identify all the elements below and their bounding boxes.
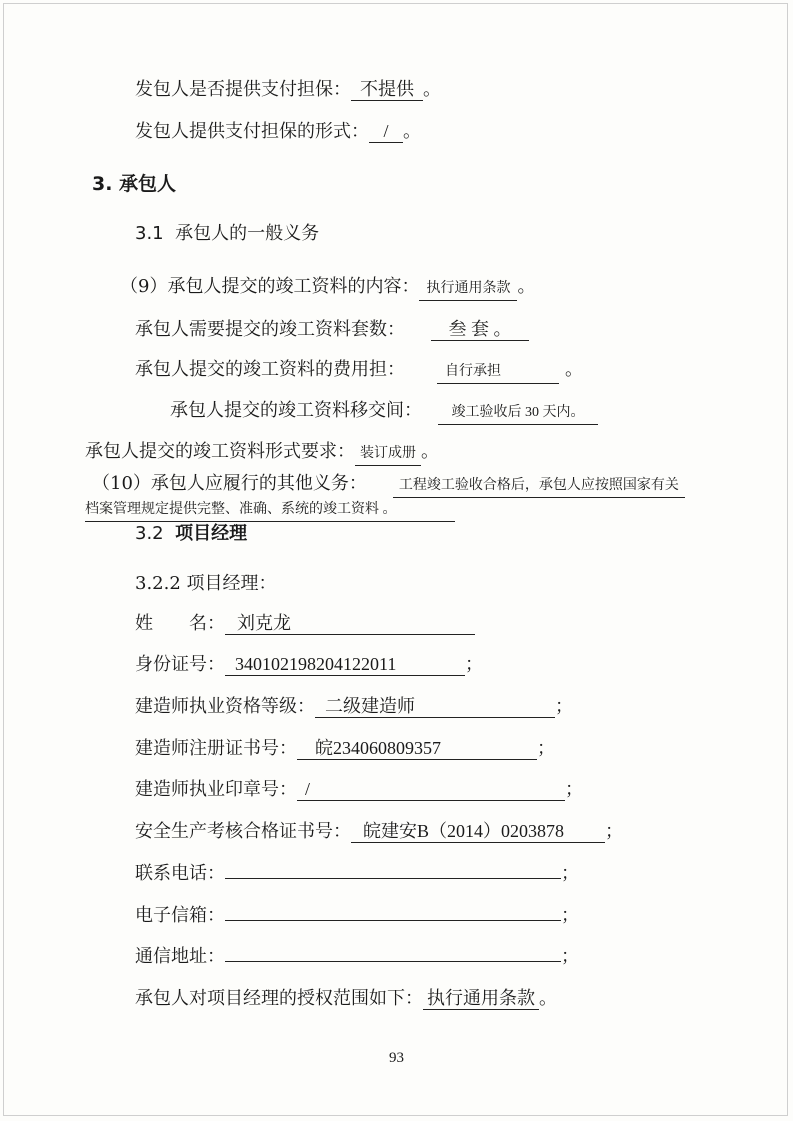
payment-guarantee-line <box>135 78 441 102</box>
email-line <box>135 904 579 928</box>
cert-line <box>135 737 555 761</box>
cert-label: 建造师注册证书号： <box>135 738 297 759</box>
seal-end: ； <box>565 779 583 800</box>
grade-value: 二级建造师 <box>315 695 555 718</box>
section-3-title: 3. 承包人 <box>92 173 177 195</box>
cert-end: ； <box>537 738 555 759</box>
section-3-1-title: 承包人的一般义务 <box>175 223 320 244</box>
sets-value: 叁 套 。 <box>431 318 529 341</box>
safety-line <box>135 820 623 844</box>
section-3-2-heading <box>135 522 247 546</box>
deadline-line <box>170 399 598 425</box>
item-9-line <box>120 275 535 301</box>
guarantee-provided-value: 不提供 <box>351 78 423 101</box>
guarantee-form-end: 。 <box>403 121 421 142</box>
guarantee-form-value: / <box>369 120 403 143</box>
grade-label: 建造师执业资格等级： <box>135 696 315 717</box>
item-10-value-1: 工程竣工验收合格后，承包人应按照国家有关 <box>393 475 685 498</box>
item-10-value-2: 档案管理规定提供完整、准确、系统的竣工资料 。 <box>85 499 455 522</box>
email-end: ； <box>561 905 579 926</box>
section-3-2-2-line: 3.2.2 项目经理： <box>135 573 277 594</box>
name-label: 姓 名： <box>135 613 225 634</box>
safety-label: 安全生产考核合格证书号： <box>135 821 351 842</box>
authority-value: 执行通用条款 <box>423 987 539 1010</box>
section-3-1-number: 3.1 <box>135 223 164 244</box>
address-label: 通信地址： <box>135 946 225 967</box>
format-label: 承包人提交的竣工资料形式要求： <box>85 441 355 462</box>
phone-end: ； <box>561 863 579 884</box>
phone-line <box>135 862 579 886</box>
format-end: 。 <box>421 441 439 462</box>
safety-value: 皖建安B（2014）0203878 <box>351 820 605 843</box>
item-9-value: 执行通用条款 <box>419 278 517 301</box>
grade-line <box>135 695 573 719</box>
guarantee-provided-end: 。 <box>423 79 441 100</box>
cost-line <box>135 358 583 384</box>
email-label: 电子信箱： <box>135 905 225 926</box>
section-3-1-heading <box>135 222 319 246</box>
id-line <box>135 653 483 677</box>
authority-end: 。 <box>539 988 557 1009</box>
cost-label: 承包人提交的竣工资料的费用担： <box>135 359 405 380</box>
name-value: 刘克龙 <box>225 612 475 635</box>
section-3-2-number: 3.2 <box>135 523 164 544</box>
id-label: 身份证号： <box>135 654 225 675</box>
item-9-label: （9）承包人提交的竣工资料的内容： <box>120 276 420 297</box>
cost-value: 自行承担 <box>437 361 559 384</box>
section-3-2-title: 项目经理 <box>175 523 248 544</box>
authority-line <box>135 987 557 1011</box>
format-value: 装订成册 <box>355 443 421 466</box>
seal-line <box>135 778 583 802</box>
id-end: ； <box>465 654 483 675</box>
item-10-label: （10）承包人应履行的其他义务： <box>92 473 367 494</box>
guarantee-form-line <box>135 120 421 144</box>
address-value <box>225 961 561 962</box>
guarantee-provided-label: 发包人是否提供支付担保： <box>135 79 351 100</box>
page-number: 93 <box>389 1050 404 1066</box>
address-end: ； <box>561 946 579 967</box>
email-value <box>225 920 561 921</box>
sets-label: 承包人需要提交的竣工资料套数： <box>135 319 405 340</box>
item-10-line <box>92 472 685 498</box>
name-line <box>135 612 475 636</box>
phone-value <box>225 878 561 879</box>
format-line <box>85 440 439 466</box>
grade-end: ； <box>555 696 573 717</box>
guarantee-form-label: 发包人提供支付担保的形式： <box>135 121 369 142</box>
address-line <box>135 945 579 969</box>
cost-end: 。 <box>565 359 583 380</box>
seal-label: 建造师执业印章号： <box>135 779 297 800</box>
item-9-end: 。 <box>517 276 536 297</box>
sets-line <box>135 318 529 342</box>
cert-value: 皖234060809357 <box>297 737 537 760</box>
deadline-label: 承包人提交的竣工资料移交间： <box>170 400 422 421</box>
seal-value: / <box>297 778 565 801</box>
authority-label: 承包人对项目经理的授权范围如下： <box>135 988 423 1009</box>
safety-end: ； <box>605 821 623 842</box>
item-10-line-2 <box>85 496 455 522</box>
phone-label: 联系电话： <box>135 863 225 884</box>
id-value: 340102198204122011 <box>225 653 465 676</box>
deadline-value: 竣工验收后 30 天内。 <box>438 402 598 425</box>
